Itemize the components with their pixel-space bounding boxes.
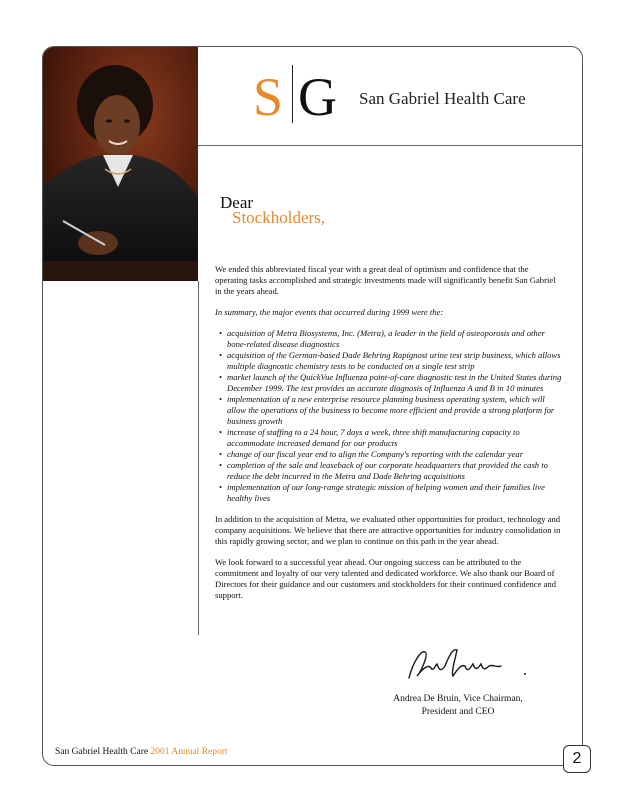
events-list [215, 328, 563, 504]
list-item: • acquisition of Metra Biosystems, Inc. (Metra), a leader in the field of osteoporosis and other bone-related disease diagnostics [215, 328, 563, 350]
salutation-dear: Dear [220, 193, 254, 212]
list-item: • change of our fiscal year end to align the Company's reporting with the calendar year [215, 449, 563, 460]
list-item: • market launch of the QuickVue Influenza point-of-care diagnostic test in the United States during December 1999. The test provides an accurate diagnosis of Influenza A and B in 10 minutes [215, 372, 563, 394]
closing-paragraph: We look forward to a successful year ahead. Our ongoing success can be attributed to the commitment and loyalty of our very talented and dedicated workforce. We also thank our Board of Directors for their guidance and our customers and stockholders for their continued confidence and support. [215, 557, 557, 600]
signer-name-title: Andrea De Bruin, Vice Chairman, [393, 694, 523, 704]
list-item: • acquisition of the German-based Dade Behring Rapignost urine test strip business, which allows multiple diagnostic chemistry tests to be conducted on a single test strip [215, 350, 563, 372]
list-item: • completion of the sale and leaseback of our corporate headquarters that provided the cash to reduce the debt incurred in the Metra and Dade Behring acquisitions [215, 460, 563, 482]
footer-report: 2001 Annual Report [150, 747, 228, 757]
intro-paragraph: We ended this abbreviated fiscal year with a great deal of optimism and confidence that the operating tasks accomplished and strategic investments made will significantly benefit San Gabriel in the years ahead. [215, 264, 556, 296]
list-item: • increase of staffing to a 24 hour, 7 days a week, three shift manufacturing capacity to accommodate increased demand for our products [215, 427, 563, 449]
logo-divider [292, 65, 293, 123]
header-rule [198, 145, 583, 146]
list-item: • implementation of our long-range strategic mission of helping women and their families live healthy lives [215, 482, 563, 504]
footer-company: San Gabriel Health Care [55, 747, 149, 757]
signer-title: President and CEO [421, 707, 495, 717]
page-frame [42, 46, 583, 766]
acquisitions-paragraph: In addition to the acquisition of Metra, we evaluated other opportunities for product, technology and company acquisitions. We believe that there are attractive opportunities for industry consolidation in this rapidly growing sector, and we plan to continue on this path in the year ahead. [215, 514, 561, 546]
executive-portrait [43, 47, 198, 281]
summary-lead: In summary, the major events that occurred during 1999 were the: [215, 307, 444, 317]
signer-block [343, 693, 573, 719]
column-rule [198, 281, 199, 635]
logo-company-name: San Gabriel Health Care [359, 89, 526, 108]
logo-letter-g: G [298, 67, 337, 127]
logo-letter-s: S [253, 67, 284, 127]
page-number: 2 [563, 745, 591, 773]
page-footer [55, 747, 228, 757]
salutation-recipient: Stockholders, [232, 208, 326, 227]
list-item: • implementation of a new enterprise resource planning business operating system, which will allow the operations of the business to become more efficient and provide a strong platform for business growth [215, 394, 563, 427]
handwritten-signature [403, 642, 543, 691]
letter-body [215, 264, 563, 611]
